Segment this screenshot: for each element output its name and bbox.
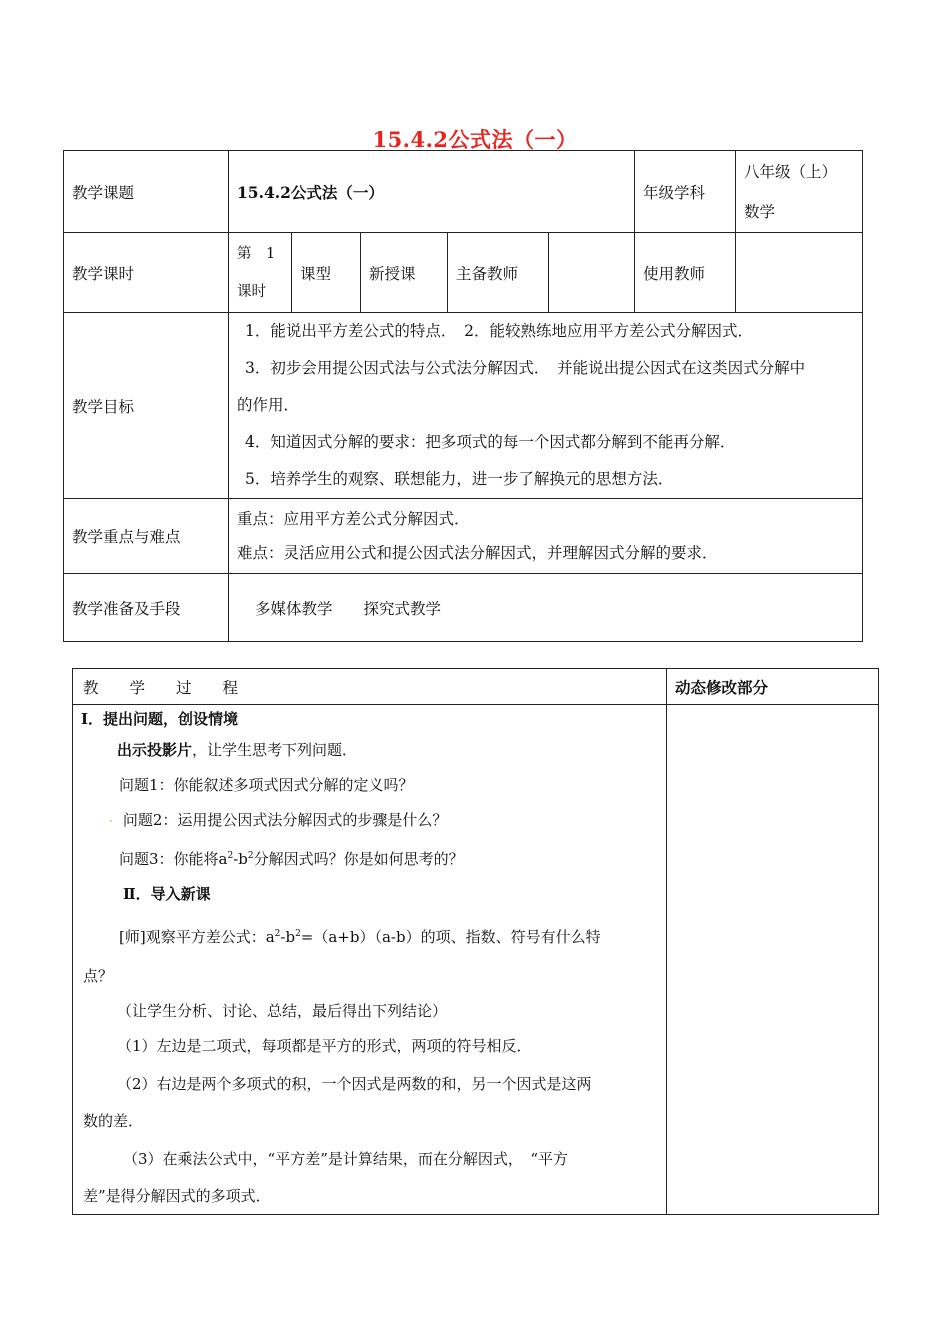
show-emphasis: 出示投影片 [117, 741, 193, 759]
question-1: 问题1：你能叙述多项式因式分解的定义吗？ [119, 776, 414, 794]
question-3-part: 问题3：你能将a [119, 850, 228, 868]
prep-value: 多媒体教学 探究式教学 [229, 574, 863, 642]
process-content [73, 705, 667, 1215]
teacher-part: =（a+b）（a-b）的项、指数、符号有什么特 [300, 928, 601, 946]
question-2-text: 问题2：运用提公因式法分解因式的步骤是什么？ [122, 811, 448, 829]
hours-value [229, 233, 292, 313]
grade-label: 年级学科 [635, 151, 736, 233]
superscript: 2 [247, 851, 254, 861]
superscript: 2 [274, 929, 281, 939]
dynamic-edit-area [667, 705, 879, 1215]
discussion-note: （让学生分析、讨论、总结，最后得出下列结论） [117, 1002, 448, 1020]
grade-value-line1: 八年级（上） [744, 162, 838, 181]
goals-content [229, 313, 863, 499]
prep-label: 教学准备及手段 [64, 574, 229, 642]
conclusion-2-cont: 数的差． [83, 1112, 144, 1130]
goal-item: 3．初步会用提公因式法与公式法分解因式． 并能说出提公因式在这类因式分解中 [245, 359, 806, 377]
difficulty-point: 难点：灵活应用公式和提公因式法分解因式，并理解因式分解的要求． [237, 544, 718, 562]
goal-item: 5．培养学生的观察、联想能力，进一步了解换元的思想方法． [245, 470, 674, 488]
keys-label: 教学重点与难点 [64, 499, 229, 574]
question-2 [83, 803, 658, 839]
hours-value-line2: 课时 [237, 283, 266, 300]
grade-value-line2: 数学 [744, 202, 776, 221]
stray-dot-mark: · [109, 814, 113, 828]
topic-label: 教学课题 [64, 151, 229, 233]
conclusion-3-cont: 差”是得分解因式的多项式． [83, 1187, 271, 1205]
conclusion-3: （3）在乘法公式中，“平方差”是计算结果，而在分解因式， “平方 [123, 1150, 569, 1168]
topic-value: 15.4.2公式法（一） [229, 151, 635, 233]
question-3-part: 分解因式吗？你是如何思考的？ [253, 850, 464, 868]
question-3-part: -b [233, 850, 248, 868]
hours-value-line1: 第 1 [237, 245, 276, 262]
type-value: 新授课 [361, 233, 448, 313]
keys-content [229, 499, 863, 574]
page-title: 15.4.2公式法（一） [372, 127, 578, 152]
superscript: 2 [227, 851, 234, 861]
process-table [72, 668, 879, 1215]
hours-label: 教学课时 [64, 233, 229, 313]
instruction-line [83, 733, 658, 768]
user-teacher-value [736, 233, 863, 313]
goal-item: 的作用． [237, 396, 300, 414]
process-header: 教 学 过 程 [73, 669, 667, 705]
section-heading: Ⅰ．提出问题，创设情境 [81, 710, 239, 728]
teacher-line-cont: 点？ [83, 967, 114, 985]
teacher-part: [师]观察平方差公式：a [119, 928, 275, 946]
teacher-part: -b [280, 928, 296, 946]
conclusion-1: （1）左边是二项式，每项都是平方的形式，两项的符号相反． [117, 1037, 532, 1055]
key-point: 重点：应用平方差公式分解因式． [237, 510, 470, 528]
lesson-info-table [63, 150, 863, 642]
lead-teacher-value [549, 233, 635, 313]
question-3 [83, 839, 658, 877]
goal-item: 4．知道因式分解的要求：把多项式的每一个因式都分解到不能再分解． [245, 433, 736, 451]
type-label: 课型 [292, 233, 361, 313]
dynamic-edit-header: 动态修改部分 [667, 669, 879, 705]
section-heading: Ⅱ．导入新课 [123, 885, 211, 903]
conclusion-2: （2）右边是两个多项式的积，一个因式是两数的和，另一个因式是这两 [117, 1075, 592, 1093]
teacher-line [83, 912, 658, 959]
show-rest: ，让学生思考下列问题． [192, 741, 358, 759]
goal-item: 1．能说出平方差公式的特点． 2．能较熟练地应用平方差公式分解因式． [245, 322, 753, 340]
goals-label: 教学目标 [64, 313, 229, 499]
superscript: 2 [295, 929, 301, 939]
grade-value [736, 151, 863, 233]
lead-teacher-label: 主备教师 [448, 233, 549, 313]
user-teacher-label: 使用教师 [635, 233, 736, 313]
